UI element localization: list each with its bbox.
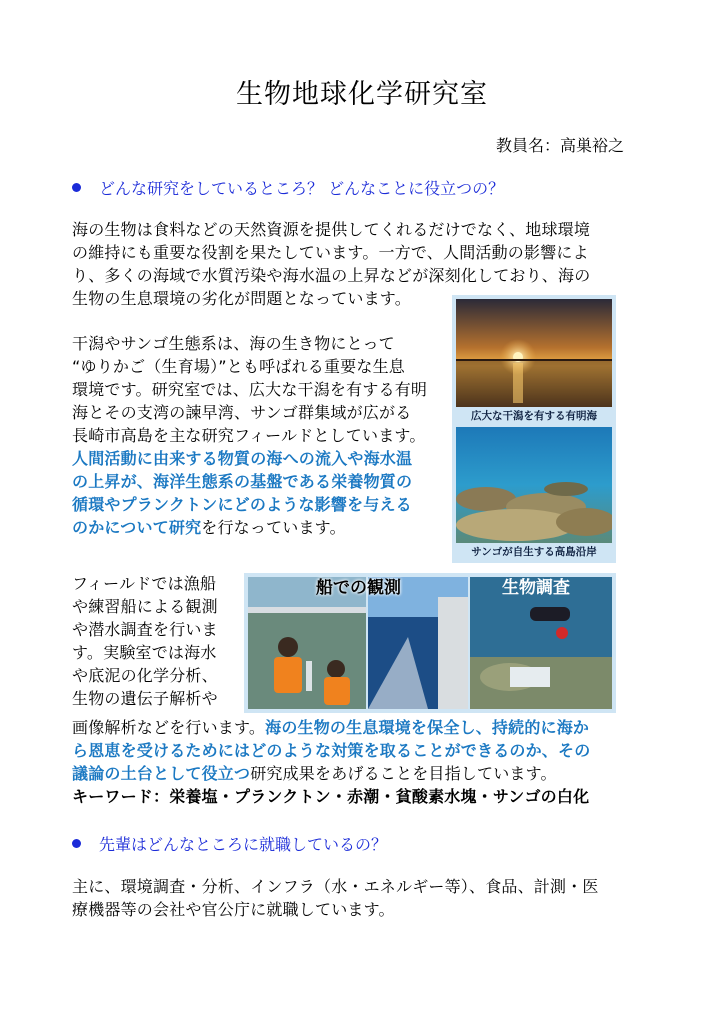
- text-line: や練習船による観測: [72, 597, 218, 616]
- section-heading-text: 先輩はどんなところに就職しているの？: [99, 835, 388, 854]
- methods-paragraph: [72, 572, 242, 710]
- text-line: 海の生物は食料などの天然資源を提供してくれるだけでなく、地球環境: [72, 220, 591, 239]
- text-line: 海とその支湾の諫早湾、サンゴ群集域が広がる: [72, 403, 412, 422]
- section-heading-research: [72, 178, 504, 200]
- text-line: 生物の遺伝子解析や: [72, 689, 218, 708]
- emphasis-line: ら恩恵を受けるためにはどのような対策を取ることができるのか、その: [72, 741, 591, 760]
- text-line: り、多くの海域で水質汚染や海水温の上昇などが深刻化しており、海の: [72, 266, 591, 285]
- career-paragraph: [72, 875, 652, 921]
- label-ship-observation: 船での観測: [316, 578, 401, 598]
- text-line: 長崎市高島を主な研究フィールドとしています。: [72, 426, 426, 445]
- bullet-icon: [72, 183, 81, 192]
- emphasis-line: の上昇が、海洋生態系の基盤である栄養物質の: [72, 472, 413, 491]
- text-line: や底泥の化学分析、: [72, 666, 218, 685]
- emphasis-line: 人間活動に由来する物質の海への流入や海水温: [72, 449, 413, 468]
- text-line: 環境です。研究室では、広大な干潟を有する有明: [72, 380, 428, 399]
- keywords: キーワード：栄養塩・プランクトン・赤潮・貧酸素水塊・サンゴの白化: [72, 787, 590, 806]
- emphasis-line: 循環やプランクトンにどのような影響を与える: [72, 495, 412, 514]
- text-line: “ゆりかご（生育場）”とも呼ばれる重要な生息: [72, 357, 405, 376]
- photo-strip: [244, 573, 616, 713]
- text-line: の維持にも重要な役割を果たしています。一方で、人間活動の影響によ: [72, 243, 589, 262]
- label-bio-survey: 生物調査: [502, 578, 570, 598]
- emphasis-text: のかについて研究: [72, 518, 202, 537]
- bullet-icon: [72, 839, 81, 848]
- text-line: す。実験室では海水: [72, 643, 217, 662]
- field-paragraph: [72, 332, 452, 539]
- emphasis-text: 海の生物の生息環境を保全し、持続的に海か: [265, 718, 590, 737]
- text-span: を行なっています。: [201, 518, 346, 537]
- coral-photo: [456, 427, 612, 543]
- text-line: フィールドでは漁船: [72, 574, 217, 593]
- methods-paragraph-cont: [72, 716, 652, 808]
- photo-column: [452, 295, 616, 563]
- photo-caption-tidal: 広大な干潟を有する有明海: [471, 410, 597, 422]
- text-line: 干潟やサンゴ生態系は、海の生き物にとって: [72, 334, 395, 353]
- author-name: 教員名：高巣裕之: [495, 136, 624, 155]
- section-heading-career: [72, 834, 387, 856]
- text-span: 研究成果をあげることを目指しています。: [250, 764, 557, 783]
- tidal-flat-photo: [456, 299, 612, 407]
- text-line: 生物の生息環境の劣化が問題となっています。: [72, 289, 411, 308]
- text-line: や潜水調査を行いま: [72, 620, 218, 639]
- emphasis-text: 議論の土台として役立つ: [72, 764, 251, 783]
- photo-caption-coral: サンゴが自生する高島沿岸: [471, 546, 597, 558]
- text-line: 療機器等の会社や官公庁に就職しています。: [72, 900, 395, 919]
- section-heading-text: どんな研究をしているところ？ どんなことに役立つの？: [99, 179, 505, 198]
- page-title: 生物地球化学研究室: [236, 79, 488, 110]
- text-span: 画像解析などを行います。: [72, 718, 266, 737]
- text-line: 主に、環境調査・分析、インフラ（水・エネルギー等）、食品、計測・医: [72, 877, 599, 896]
